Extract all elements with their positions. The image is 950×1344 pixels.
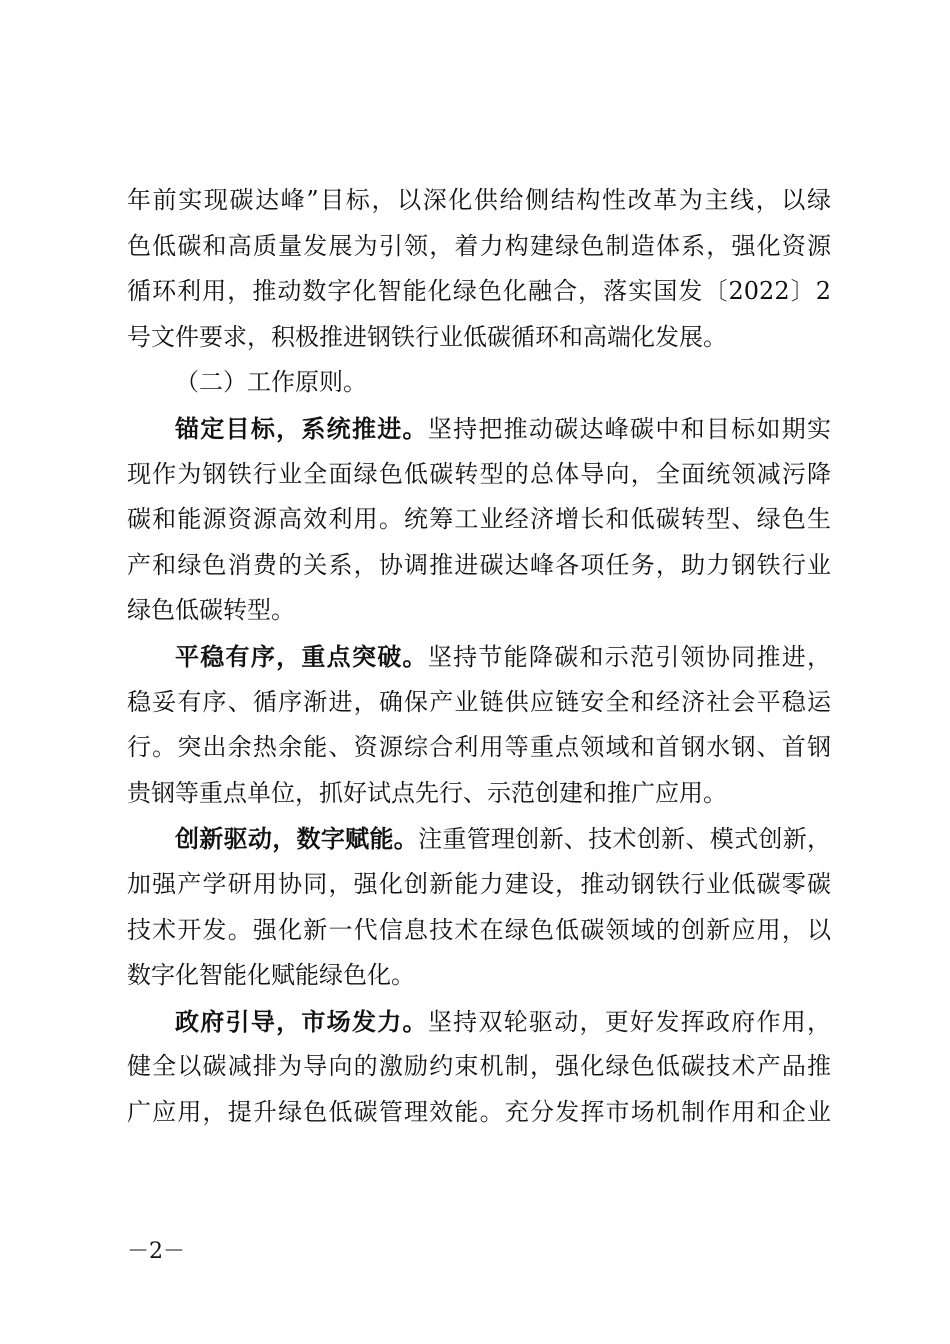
- section-heading: （二）工作原则。: [175, 368, 367, 397]
- text-line: 健全以碳减排为导向的激励约束机制，强化绿色低碳技术产品推: [127, 1052, 831, 1081]
- paragraph-first-line: [127, 406, 831, 452]
- text-line: 稳妥有序、循序渐进，确保产业链供应链安全和经济社会平稳运: [127, 687, 831, 716]
- principle-title: 平稳有序，重点突破。: [175, 641, 428, 671]
- text-line: 技术开发。强化新一代信息技术在绿色低碳领域的创新应用，以: [127, 915, 831, 944]
- paragraph-first-line: [127, 816, 831, 862]
- text-line: 加强产学研用协同，强化创新能力建设，推动钢铁行业低碳零碳: [127, 869, 831, 898]
- paragraph-text: 坚持节能降碳和示范引领协同推进，: [427, 642, 832, 671]
- paragraph-text: 坚持把推动碳达峰碳中和目标如期实: [427, 414, 832, 443]
- text-line: 色低碳和高质量发展为引领，着力构建绿色制造体系，强化资源: [127, 231, 831, 260]
- paragraph-first-line: [127, 634, 831, 680]
- page-number: －2－: [127, 1239, 185, 1264]
- text-line: 年前实现碳达峰”目标，以深化供给侧结构性改革为主线，以绿: [127, 186, 831, 214]
- text-line: 产和绿色消费的关系，协调推进碳达峰各项任务，助力钢铁行业: [127, 550, 831, 579]
- text-line: 现作为钢铁行业全面绿色低碳转型的总体导向，全面统领减污降: [127, 459, 831, 488]
- text-line: 号文件要求，积极推进钢铁行业低碳循环和高端化发展。: [127, 322, 727, 351]
- text-line: 碳和能源资源高效利用。统筹工业经济增长和低碳转型、绿色生: [127, 505, 831, 534]
- text-line: 数字化智能化赋能绿色化。: [127, 961, 415, 990]
- paragraph-text: 注重管理创新、技术创新、模式创新，: [418, 825, 832, 854]
- paragraph-text: 坚持双轮驱动，更好发挥政府作用，: [427, 1007, 832, 1036]
- text-line: 行。突出余热余能、资源综合利用等重点领域和首钢水钢、首钢: [127, 733, 831, 762]
- principle-title: 创新驱动，数字赋能。: [175, 824, 419, 854]
- principle-title: 政府引导，市场发力。: [175, 1006, 428, 1036]
- text-line: 绿色低碳转型。: [127, 596, 295, 625]
- text-line: 贵钢等重点单位，抓好试点先行、示范创建和推广应用。: [127, 778, 727, 807]
- paragraph-first-line: [127, 999, 831, 1045]
- text-line: 广应用，提升绿色低碳管理效能。充分发挥市场机制作用和企业: [127, 1097, 831, 1126]
- text-line: 循环利用，推动数字化智能化绿色化融合，落实国发〔2022〕2: [127, 277, 831, 306]
- document-body: [127, 178, 831, 1135]
- principle-title: 锚定目标，系统推进。: [175, 413, 428, 443]
